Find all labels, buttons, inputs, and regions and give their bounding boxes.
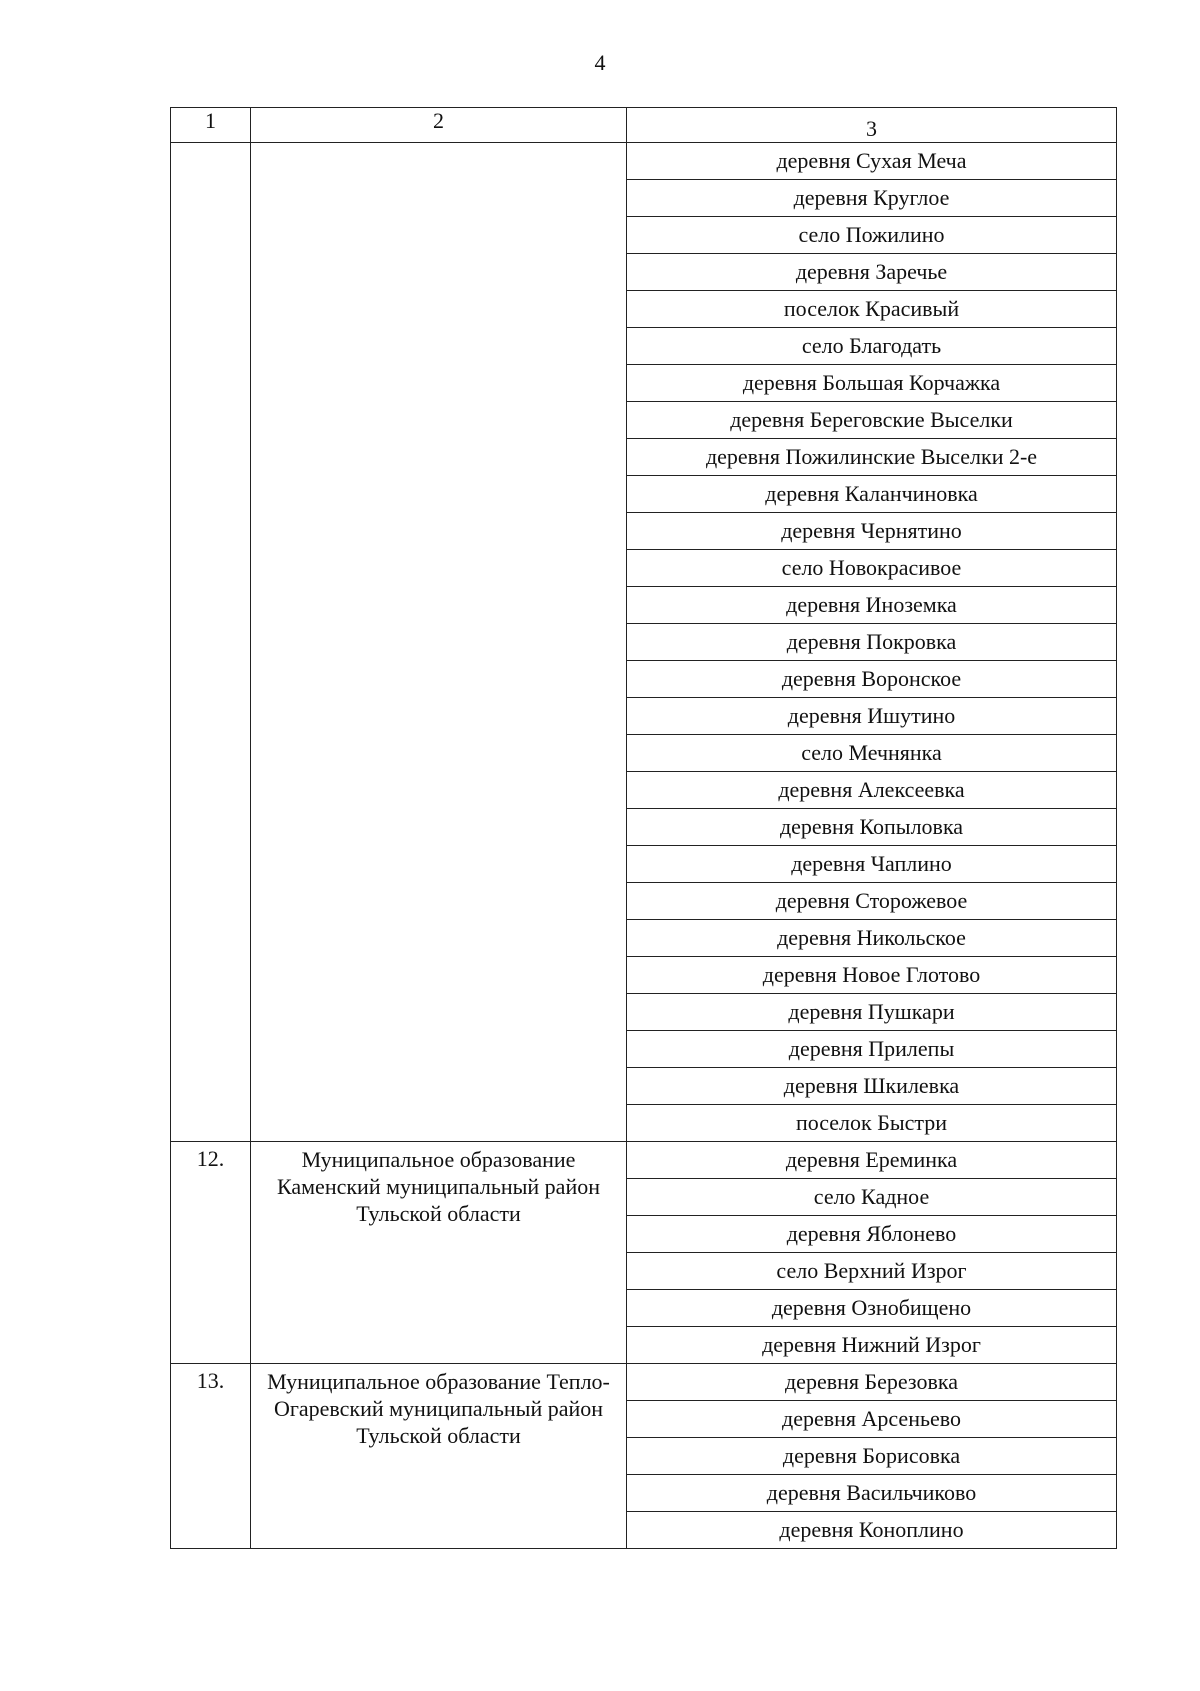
settlement-cell: деревня Ереминка bbox=[627, 1142, 1117, 1179]
settlement-cell: деревня Пожилинские Выселки 2-е bbox=[627, 439, 1117, 476]
table-header-row bbox=[171, 108, 1117, 143]
row-number: 13. bbox=[171, 1364, 251, 1549]
settlement-cell: деревня Круглое bbox=[627, 180, 1117, 217]
settlement-cell: деревня Борисовка bbox=[627, 1438, 1117, 1475]
municipality-name bbox=[251, 143, 627, 1142]
settlement-cell: деревня Ознобищено bbox=[627, 1290, 1117, 1327]
settlement-cell: деревня Арсеньево bbox=[627, 1401, 1117, 1438]
settlement-cell: село Кадное bbox=[627, 1179, 1117, 1216]
settlement-cell: деревня Шкилевка bbox=[627, 1068, 1117, 1105]
settlement-cell: деревня Береговские Выселки bbox=[627, 402, 1117, 439]
settlement-cell: деревня Покровка bbox=[627, 624, 1117, 661]
settlement-cell: поселок Красивый bbox=[627, 291, 1117, 328]
settlement-cell: село Верхний Изрог bbox=[627, 1253, 1117, 1290]
header-col-1: 1 bbox=[171, 108, 251, 143]
settlement-cell: деревня Ишутино bbox=[627, 698, 1117, 735]
settlement-cell: деревня Коноплино bbox=[627, 1512, 1117, 1549]
settlement-cell: село Мечнянка bbox=[627, 735, 1117, 772]
settlement-cell: деревня Березовка bbox=[627, 1364, 1117, 1401]
table-row bbox=[171, 1364, 1117, 1401]
municipality-name: Муниципальное образование Каменский муниципальный район Тульской области bbox=[251, 1142, 627, 1364]
table-row bbox=[171, 143, 1117, 180]
settlement-cell: деревня Васильчиково bbox=[627, 1475, 1117, 1512]
settlement-cell: село Пожилино bbox=[627, 217, 1117, 254]
municipality-name: Муниципальное образование Тепло-Огаревский муниципальный район Тульской области bbox=[251, 1364, 627, 1549]
settlement-cell: деревня Пушкари bbox=[627, 994, 1117, 1031]
settlement-cell: деревня Заречье bbox=[627, 254, 1117, 291]
settlement-cell: деревня Сухая Меча bbox=[627, 143, 1117, 180]
settlement-cell: деревня Каланчиновка bbox=[627, 476, 1117, 513]
settlement-cell: деревня Нижний Изрог bbox=[627, 1327, 1117, 1364]
settlement-cell: деревня Копыловка bbox=[627, 809, 1117, 846]
settlement-cell: село Новокрасивое bbox=[627, 550, 1117, 587]
row-number bbox=[171, 143, 251, 1142]
settlement-cell: деревня Сторожевое bbox=[627, 883, 1117, 920]
row-number: 12. bbox=[171, 1142, 251, 1364]
settlement-cell: деревня Большая Корчажка bbox=[627, 365, 1117, 402]
table-row bbox=[171, 1142, 1117, 1179]
header-col-3: 3 bbox=[627, 108, 1117, 143]
settlement-cell: деревня Чаплино bbox=[627, 846, 1117, 883]
settlement-cell: деревня Никольское bbox=[627, 920, 1117, 957]
header-col-2: 2 bbox=[251, 108, 627, 143]
settlement-cell: деревня Воронское bbox=[627, 661, 1117, 698]
settlements-table bbox=[170, 107, 1117, 1549]
settlement-cell: деревня Новое Глотово bbox=[627, 957, 1117, 994]
settlement-cell: деревня Иноземка bbox=[627, 587, 1117, 624]
settlement-cell: деревня Яблонево bbox=[627, 1216, 1117, 1253]
settlement-cell: поселок Быстри bbox=[627, 1105, 1117, 1142]
settlement-cell: село Благодать bbox=[627, 328, 1117, 365]
page-number: 4 bbox=[594, 50, 606, 75]
settlement-cell: деревня Алексеевка bbox=[627, 772, 1117, 809]
settlement-cell: деревня Чернятино bbox=[627, 513, 1117, 550]
settlement-cell: деревня Прилепы bbox=[627, 1031, 1117, 1068]
